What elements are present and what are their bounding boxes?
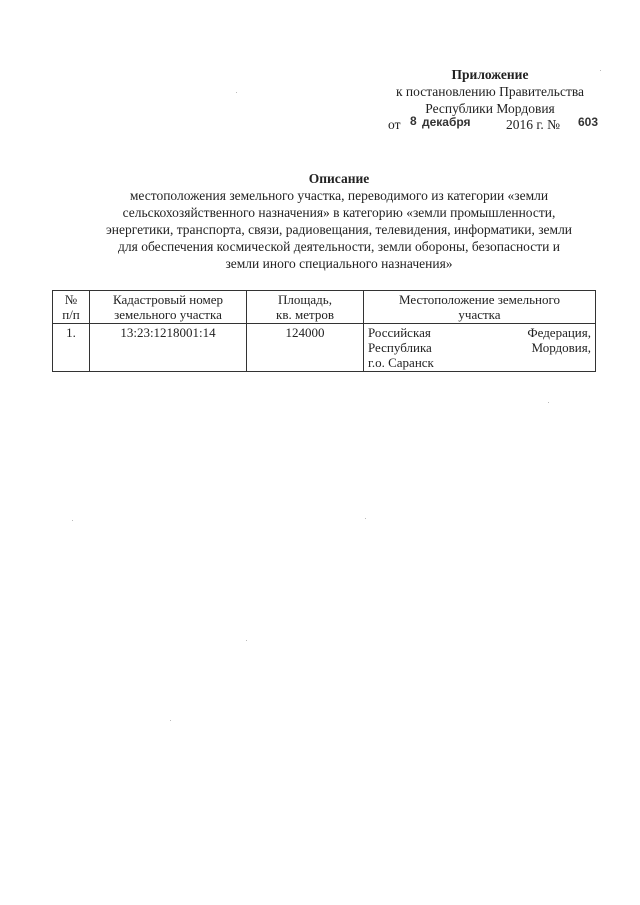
table-header-row xyxy=(53,291,596,324)
location-line-2 xyxy=(368,340,591,355)
appendix-title: Приложение xyxy=(451,67,529,82)
header-location xyxy=(364,291,596,324)
date-year: 2016 г. № xyxy=(506,117,561,132)
header-cadastral-line-1: Кадастровый номер xyxy=(112,292,224,307)
table-row xyxy=(53,324,596,372)
appendix-block xyxy=(370,66,610,117)
header-number xyxy=(53,291,90,324)
heading-title: Описание xyxy=(308,171,370,186)
cell-cadastral: 13:23:1218001:14 xyxy=(90,324,247,372)
cell-number: 1. xyxy=(53,324,90,372)
cell-location xyxy=(364,324,596,372)
header-location-line-1: Местоположение земельного xyxy=(398,292,560,307)
header-location-line-2: участка xyxy=(458,307,501,322)
heading-line-3: энергетики, транспорта, связи, радиовещания, телевидения, информатики, земли xyxy=(105,222,573,237)
header-area-line-1: Площадь, xyxy=(278,292,332,307)
location-republic-label: Республика xyxy=(368,340,432,355)
location-line-3: г.о. Саранск xyxy=(368,355,434,370)
heading-line-5: земли иного специального назначения» xyxy=(225,256,453,271)
heading-line-2: сельскохозяйственного назначения» в категорию «земли промышленности, xyxy=(122,205,556,220)
scan-speck xyxy=(170,720,171,721)
location-line-1 xyxy=(368,325,591,340)
header-area-line-2: кв. метров xyxy=(276,307,334,322)
date-prefix: от xyxy=(388,117,401,132)
header-cadastral xyxy=(90,291,247,324)
heading-line-4: для обеспечения космической деятельности, земли обороны, безопасности и xyxy=(118,239,560,254)
scan-speck xyxy=(548,402,549,403)
description-heading xyxy=(40,170,638,272)
location-country-value: Федерация, xyxy=(527,325,591,340)
scan-speck xyxy=(246,640,247,641)
appendix-line-2: Республики Мордовия xyxy=(425,101,555,116)
land-plot-table xyxy=(52,290,596,372)
scan-speck xyxy=(72,520,73,521)
location-republic-value: Мордовия, xyxy=(531,340,591,355)
header-number-line-2: п/п xyxy=(62,307,80,322)
document-number: 603 xyxy=(578,115,599,129)
scan-speck xyxy=(236,92,237,93)
date-day: 8 xyxy=(410,114,417,128)
appendix-line-1: к постановлению Правительства xyxy=(395,84,585,99)
date-line xyxy=(388,114,599,133)
heading-line-1: местоположения земельного участка, переводимого из категории «земли xyxy=(129,188,549,203)
scan-speck xyxy=(600,70,601,71)
cell-area: 124000 xyxy=(247,324,364,372)
header-area xyxy=(247,291,364,324)
location-country-label: Российская xyxy=(368,325,431,340)
header-number-line-1: № xyxy=(64,292,78,307)
header-cadastral-line-2: земельного участка xyxy=(114,307,222,322)
date-month: декабря xyxy=(422,115,471,129)
scan-speck xyxy=(365,518,366,519)
